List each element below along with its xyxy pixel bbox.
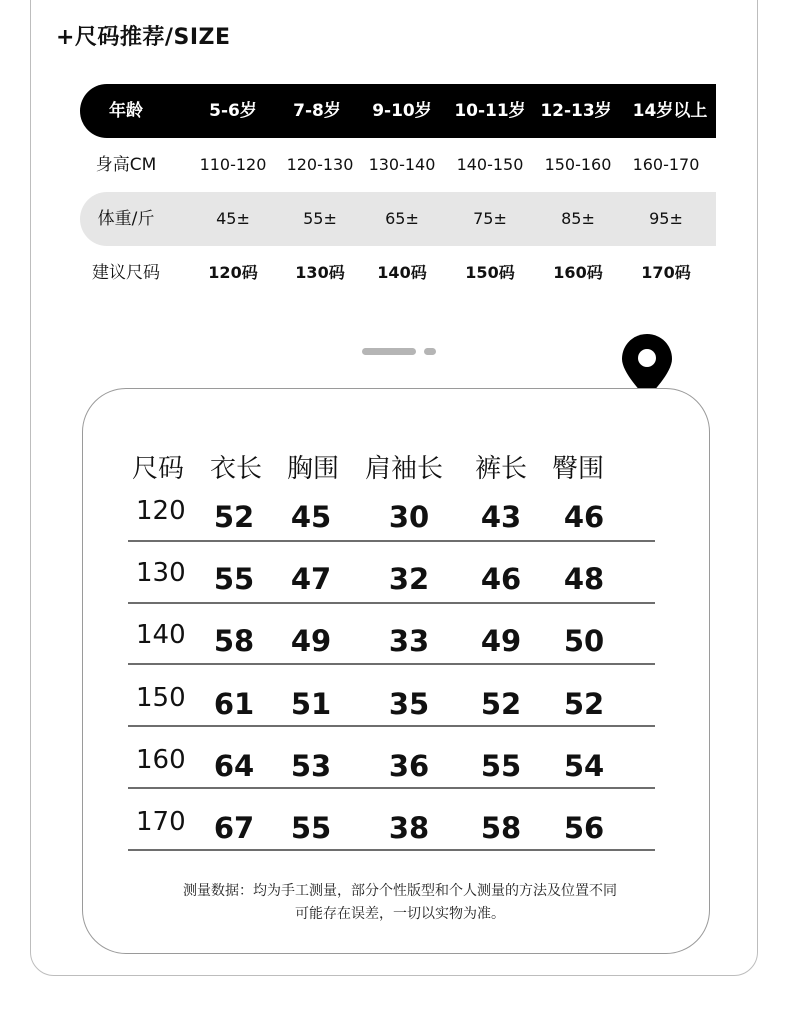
row-divider <box>128 663 655 665</box>
value-chest: 51 <box>290 687 332 721</box>
value-hip: 46 <box>563 500 605 534</box>
weight-cell: 55± <box>303 209 337 228</box>
value-sleeve: 30 <box>388 500 430 534</box>
size-cell: 160码 <box>553 263 603 282</box>
height-cell: 120-130 <box>286 155 354 174</box>
value-length: 64 <box>213 749 255 783</box>
value-sleeve: 35 <box>388 687 430 721</box>
note-line-2: 可能存在误差，一切以实物为准。 <box>295 906 505 922</box>
row-size: 160 <box>136 745 186 775</box>
value-hip: 54 <box>563 749 605 783</box>
row-divider <box>128 540 655 542</box>
value-length: 61 <box>213 687 255 721</box>
value-hip: 50 <box>563 624 605 658</box>
row-size: 120 <box>136 496 186 526</box>
header-sleeve: 肩袖长 <box>364 454 444 484</box>
measurement-note <box>100 880 700 926</box>
height-cell: 150-160 <box>544 155 612 174</box>
value-chest: 55 <box>290 811 332 845</box>
value-chest: 45 <box>290 500 332 534</box>
header-size: 尺码 <box>131 454 185 484</box>
age-cell: 10-11岁 <box>454 101 526 121</box>
weight-row <box>80 192 716 246</box>
row-label: 建议尺码 <box>92 263 160 283</box>
measure-row <box>0 745 790 805</box>
measure-row <box>0 496 790 556</box>
value-length: 52 <box>213 500 255 534</box>
height-cell: 110-120 <box>199 155 267 174</box>
size-cell: 150码 <box>465 263 515 282</box>
height-cell: 140-150 <box>456 155 524 174</box>
header-pants-length: 裤长 <box>474 454 528 484</box>
value-hip: 52 <box>563 687 605 721</box>
row-size: 140 <box>136 620 186 650</box>
size-cell: 120码 <box>208 263 258 282</box>
value-length: 67 <box>213 811 255 845</box>
value-pants-length: 46 <box>480 562 522 596</box>
value-pants-length: 52 <box>480 687 522 721</box>
value-chest: 49 <box>290 624 332 658</box>
note-line-1: 测量数据：均为手工测量，部分个性版型和个人测量的方法及位置不同 <box>183 883 617 899</box>
age-table <box>80 84 716 300</box>
weight-cell: 75± <box>473 209 507 228</box>
measure-row <box>0 558 790 618</box>
measure-row <box>0 620 790 680</box>
age-cell: 5-6岁 <box>209 101 257 121</box>
value-pants-length: 49 <box>480 624 522 658</box>
value-sleeve: 38 <box>388 811 430 845</box>
row-label: 身高CM <box>95 155 157 175</box>
value-sleeve: 33 <box>388 624 430 658</box>
row-label: 体重/斤 <box>97 209 155 229</box>
size-cell: 170码 <box>641 263 691 282</box>
weight-cell: 45± <box>216 209 250 228</box>
row-label: 年龄 <box>109 101 143 121</box>
row-size: 150 <box>136 683 186 713</box>
value-pants-length: 43 <box>480 500 522 534</box>
header-chest: 胸围 <box>286 454 340 484</box>
row-size: 170 <box>136 807 186 837</box>
pager-dot[interactable] <box>424 348 436 355</box>
measure-row <box>0 807 790 867</box>
row-divider <box>128 725 655 727</box>
value-pants-length: 55 <box>480 749 522 783</box>
value-chest: 47 <box>290 562 332 596</box>
size-row <box>80 246 716 300</box>
measure-header-row <box>0 448 790 488</box>
header-length: 衣长 <box>209 454 263 484</box>
age-cell: 12-13岁 <box>540 101 612 121</box>
value-sleeve: 32 <box>388 562 430 596</box>
value-length: 58 <box>213 624 255 658</box>
header-hip: 臀围 <box>551 454 605 484</box>
value-hip: 56 <box>563 811 605 845</box>
age-cell: 9-10岁 <box>372 101 432 121</box>
value-chest: 53 <box>290 749 332 783</box>
age-cell: 14岁以上 <box>632 101 708 121</box>
row-size: 130 <box>136 558 186 588</box>
value-pants-length: 58 <box>480 811 522 845</box>
pager-dot-active[interactable] <box>362 348 416 355</box>
weight-cell: 65± <box>385 209 419 228</box>
measure-row <box>0 683 790 743</box>
value-sleeve: 36 <box>388 749 430 783</box>
age-row <box>80 84 716 138</box>
age-cell: 7-8岁 <box>293 101 341 121</box>
row-divider <box>128 602 655 604</box>
section-title: +尺码推荐/SIZE <box>56 25 231 50</box>
size-cell: 140码 <box>377 263 427 282</box>
height-cell: 130-140 <box>368 155 436 174</box>
row-divider <box>128 787 655 789</box>
row-divider <box>128 849 655 851</box>
weight-cell: 95± <box>649 209 683 228</box>
height-cell: 160-170 <box>632 155 700 174</box>
height-row <box>80 138 716 192</box>
size-cell: 130码 <box>295 263 345 282</box>
value-length: 55 <box>213 562 255 596</box>
value-hip: 48 <box>563 562 605 596</box>
weight-cell: 85± <box>561 209 595 228</box>
